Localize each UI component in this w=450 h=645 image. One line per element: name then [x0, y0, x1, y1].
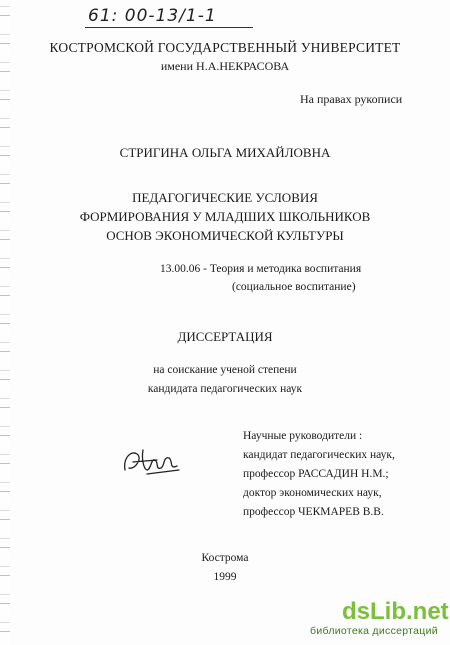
thesis-title-line-1: ПЕДАГОГИЧЕСКИЕ УСЛОВИЯ: [132, 190, 318, 205]
handwritten-signature: [117, 440, 187, 480]
scan-edge-artifact: [0, 0, 10, 645]
supervisor-1-degree: кандидат педагогических наук,: [243, 449, 395, 461]
watermark-caption: библиотека диссертаций: [310, 625, 438, 637]
archive-number: 61: 00-13/1-1: [88, 6, 217, 26]
thesis-title-line-3: ОСНОВ ЭКОНОМИЧЕСКОЙ КУЛЬТУРЫ: [106, 228, 344, 243]
supervisor-2-name: профессор ЧЕКМАРЕВ В.В.: [243, 506, 384, 518]
supervisors-heading: Научные руководители :: [243, 430, 363, 442]
supervisor-1-name: профессор РАССАДИН Н.М.;: [243, 468, 389, 480]
thesis-title-line-2: ФОРМИРОВАНИЯ У МЛАДШИХ ШКОЛЬНИКОВ: [79, 209, 371, 224]
author-name: СТРИГИНА ОЛЬГА МИХАЙЛОВНА: [119, 145, 331, 160]
degree-line-1: на соискание ученой степени: [153, 364, 297, 376]
year: 1999: [213, 571, 237, 583]
city: Кострома: [201, 552, 249, 564]
university-name: КОСТРОМСКОЙ ГОСУДАРСТВЕННЫЙ УНИВЕРСИТЕТ: [49, 40, 401, 55]
watermark-logo: dsLib.net: [342, 598, 449, 625]
rights-note: На правах рукописи: [300, 92, 403, 106]
supervisor-2-degree: доктор экономических наук,: [243, 487, 382, 499]
degree-line-2: кандидата педагогических наук: [147, 383, 303, 395]
specialty-note: (социальное воспитание): [232, 281, 356, 293]
specialty-code: 13.00.06 - Теория и методика воспитания: [160, 263, 362, 275]
archive-underline: [85, 27, 253, 28]
document-type: ДИССЕРТАЦИЯ: [177, 329, 273, 344]
university-named-after: имени Н.А.НЕКРАСОВА: [160, 59, 290, 73]
